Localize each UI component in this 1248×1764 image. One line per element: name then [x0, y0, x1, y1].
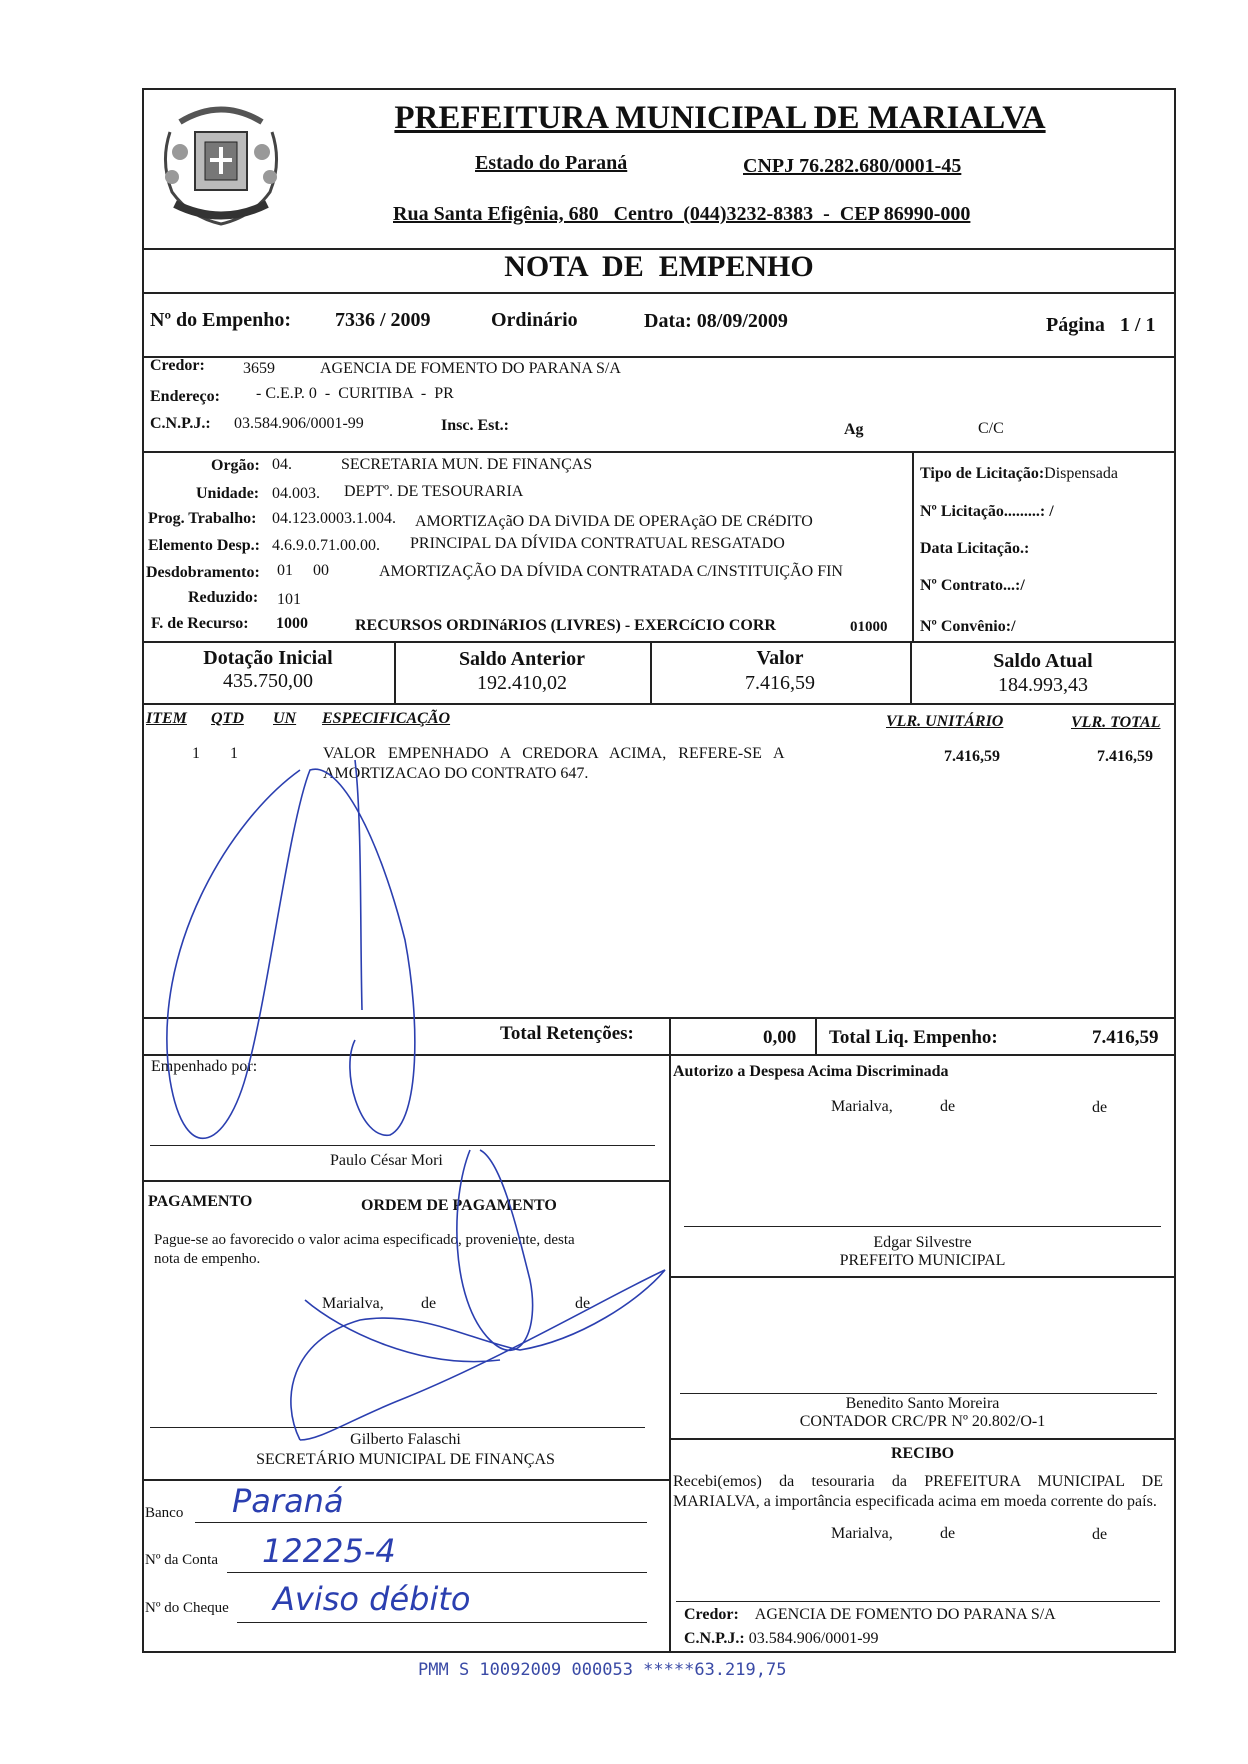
pagamento-city: Marialva,: [322, 1295, 384, 1312]
autorizo-de2: de: [1092, 1099, 1108, 1116]
ag-label: Ag: [844, 421, 864, 438]
empenho-label: Nº do Empenho:: [150, 309, 292, 331]
cheque-label: Nº do Cheque: [145, 1600, 229, 1616]
licitacao-number: Nº Licitação.........: /: [920, 503, 1054, 520]
orgao-label: Orgão:: [211, 457, 260, 474]
col-especificacao: ESPECIFICAÇÃO: [322, 710, 451, 727]
retencoes-value: 0,00: [763, 1027, 797, 1048]
licitacao-date: Data Licitação.:: [920, 540, 1030, 557]
col-item: ITEM: [146, 710, 187, 727]
empenhado-label: Empenhado por:: [151, 1058, 258, 1075]
recibo-credor-label: Credor:: [684, 1606, 739, 1623]
autorizo-label: Autorizo a Despesa Acima Discriminada: [673, 1063, 949, 1080]
recurso-code: 1000: [276, 615, 308, 632]
contador-role: CONTADOR CRC/PR Nº 20.802/O-1: [799, 1413, 1046, 1430]
header-title: PREFEITURA MUNICIPAL DE MARIALVA: [394, 100, 1046, 136]
empenhado-signer: Paulo César Mori: [330, 1152, 443, 1169]
page-number: Página 1 / 1: [1046, 314, 1156, 336]
conta-handwritten: 12225-4: [262, 1532, 396, 1570]
licitacao-tipo-label-text: Tipo de Licitação:: [920, 465, 1045, 482]
pagamento-de1: de: [421, 1295, 437, 1312]
endereco-value: - C.E.P. 0 - CURITIBA - PR: [256, 385, 454, 402]
saldo-atual-value: 184.993,43: [998, 674, 1088, 696]
orgao-code: 04.: [272, 456, 292, 473]
recibo-city: Marialva,: [831, 1525, 893, 1542]
pagamento-label: PAGAMENTO: [148, 1193, 253, 1210]
dotacao-label: Dotação Inicial: [203, 647, 333, 669]
valor-value: 7.416,59: [745, 672, 815, 694]
saldo-anterior-label: Saldo Anterior: [458, 648, 586, 670]
elemento-name: PRINCIPAL DA DÍVIDA CONTRATUAL RESGATADO: [410, 535, 785, 552]
recibo-text: Recebi(emos) da tesouraria da PREFEITURA MUNICIPAL DE MARIALVA, a importância especificada acima em moeda corrente do país.: [673, 1473, 1163, 1510]
empenho-type: Ordinário: [491, 309, 578, 331]
recurso-extra: 01000: [850, 619, 888, 635]
recibo-credor-value: AGENCIA DE FOMENTO DO PARANA S/A: [754, 1606, 1056, 1623]
cnpj-label: C.N.P.J.:: [150, 415, 211, 432]
prog-label: Prog. Trabalho:: [148, 510, 257, 527]
prefeito-role: PREFEITO MUNICIPAL: [839, 1252, 1006, 1269]
secretario-role: SECRETÁRIO MUNICIPAL DE FINANÇAS: [256, 1451, 555, 1468]
retencoes-label: Total Retenções:: [500, 1023, 634, 1044]
valor-label: Valor: [756, 647, 804, 669]
orgao-name: SECRETARIA MUN. DE FINANÇAS: [341, 456, 593, 473]
liq-empenho-value: 7.416,59: [1092, 1027, 1159, 1048]
prog-code: 04.123.0003.1.004.: [272, 510, 396, 527]
prog-name: AMORTIZAçãO DA DiVIDA DE OPERAçãO DE CRéDITO: [415, 513, 813, 530]
ordem-pagamento-label: ORDEM DE PAGAMENTO: [361, 1197, 557, 1214]
header-address: Rua Santa Efigênia, 680 Centro (044)3232-8383 - CEP 86990-000: [393, 203, 971, 225]
pagamento-text-2: nota de empenho.: [154, 1251, 261, 1267]
pagamento-text-1: Pague-se ao favorecido o valor acima especificado, proveniente, desta: [154, 1232, 575, 1248]
desdobramento-name: AMORTIZAÇÃO DA DÍVIDA CONTRATADA C/INSTITUIÇÃO FIN: [379, 563, 843, 580]
recibo-de1: de: [940, 1525, 956, 1542]
unidade-name: DEPTº. DE TESOURARIA: [344, 483, 524, 500]
banco-label: Banco: [145, 1505, 184, 1521]
row-spec-line2: AMORTIZACAO DO CONTRATO 647.: [323, 765, 589, 782]
credor-code: 3659: [243, 360, 275, 377]
unidade-label: Unidade:: [196, 485, 260, 502]
saldo-anterior-value: 192.410,02: [477, 672, 567, 694]
col-vlr-total: VLR. TOTAL: [1071, 714, 1161, 731]
elemento-label: Elemento Desp.:: [148, 537, 260, 554]
header-state: Estado do Paraná: [475, 152, 628, 174]
recibo-title: RECIBO: [890, 1445, 955, 1462]
credor-name: AGENCIA DE FOMENTO DO PARANA S/A: [320, 360, 621, 377]
desdobramento-label: Desdobramento:: [146, 564, 260, 581]
cnpj-value: 03.584.906/0001-99: [234, 415, 364, 432]
recurso-name: RECURSOS ORDINáRIOS (LIVRES) - EXERCíCIO CORR: [355, 617, 776, 634]
row-item: 1: [192, 745, 200, 762]
desdobramento-code: 01 00: [277, 562, 329, 579]
recibo-de2: de: [1092, 1526, 1108, 1543]
header-cnpj: CNPJ 76.282.680/0001-45: [743, 155, 962, 177]
empenhado-signature: [167, 760, 415, 1138]
recibo-cnpj-value: 03.584.906/0001-99: [748, 1630, 879, 1647]
credor-label: Credor:: [150, 357, 205, 374]
banco-handwritten: Paraná: [232, 1482, 344, 1520]
insc-label: Insc. Est.:: [441, 417, 510, 434]
col-qtd: QTD: [211, 710, 244, 727]
empenho-date: Data: 08/09/2009: [644, 310, 788, 332]
row-vlr-unitario: 7.416,59: [944, 748, 1000, 765]
saldo-atual-label: Saldo Atual: [993, 650, 1093, 672]
prefeito-name: Edgar Silvestre: [873, 1234, 972, 1251]
cheque-handwritten: Aviso débito: [273, 1580, 471, 1618]
recurso-label: F. de Recurso:: [151, 615, 249, 632]
reduzido-value: 101: [277, 591, 301, 608]
ordem-signature: [291, 1150, 665, 1440]
dotacao-value: 435.750,00: [223, 670, 313, 692]
col-vlr-unitario: VLR. UNITÁRIO: [886, 713, 1004, 730]
cc-label: C/C: [978, 420, 1004, 437]
unidade-code: 04.003.: [272, 485, 320, 502]
row-qtd: 1: [230, 745, 238, 762]
elemento-code: 4.6.9.0.71.00.00.: [272, 537, 380, 554]
pagamento-de2: de: [575, 1295, 591, 1312]
reduzido-label: Reduzido:: [188, 589, 259, 606]
autorizo-de1: de: [940, 1098, 956, 1115]
convenio-number: Nº Convênio:/: [920, 618, 1016, 635]
autorizo-city: Marialva,: [831, 1098, 893, 1115]
licitacao-tipo-value: Dispensada: [1044, 465, 1118, 482]
recibo-cnpj-label: C.N.P.J.:: [684, 1630, 745, 1647]
conta-label: Nº da Conta: [145, 1552, 218, 1568]
endereco-label: Endereço:: [150, 388, 220, 405]
secretario-name: Gilberto Falaschi: [350, 1431, 461, 1448]
contrato-number: Nº Contrato...:/: [920, 577, 1025, 594]
document-title: NOTA DE EMPENHO: [504, 250, 814, 283]
liq-empenho-label: Total Liq. Empenho:: [829, 1027, 998, 1048]
row-spec-line1: VALOR EMPENHADO A CREDORA ACIMA, REFERE-SE A: [323, 745, 785, 762]
row-vlr-total: 7.416,59: [1097, 748, 1153, 765]
empenho-number: 7336 / 2009: [335, 309, 431, 331]
col-un: UN: [273, 710, 297, 727]
contador-name: Benedito Santo Moreira: [845, 1395, 1000, 1412]
bank-stamp: PMM S 10092009 000053 *****63.219,75: [418, 1660, 787, 1680]
